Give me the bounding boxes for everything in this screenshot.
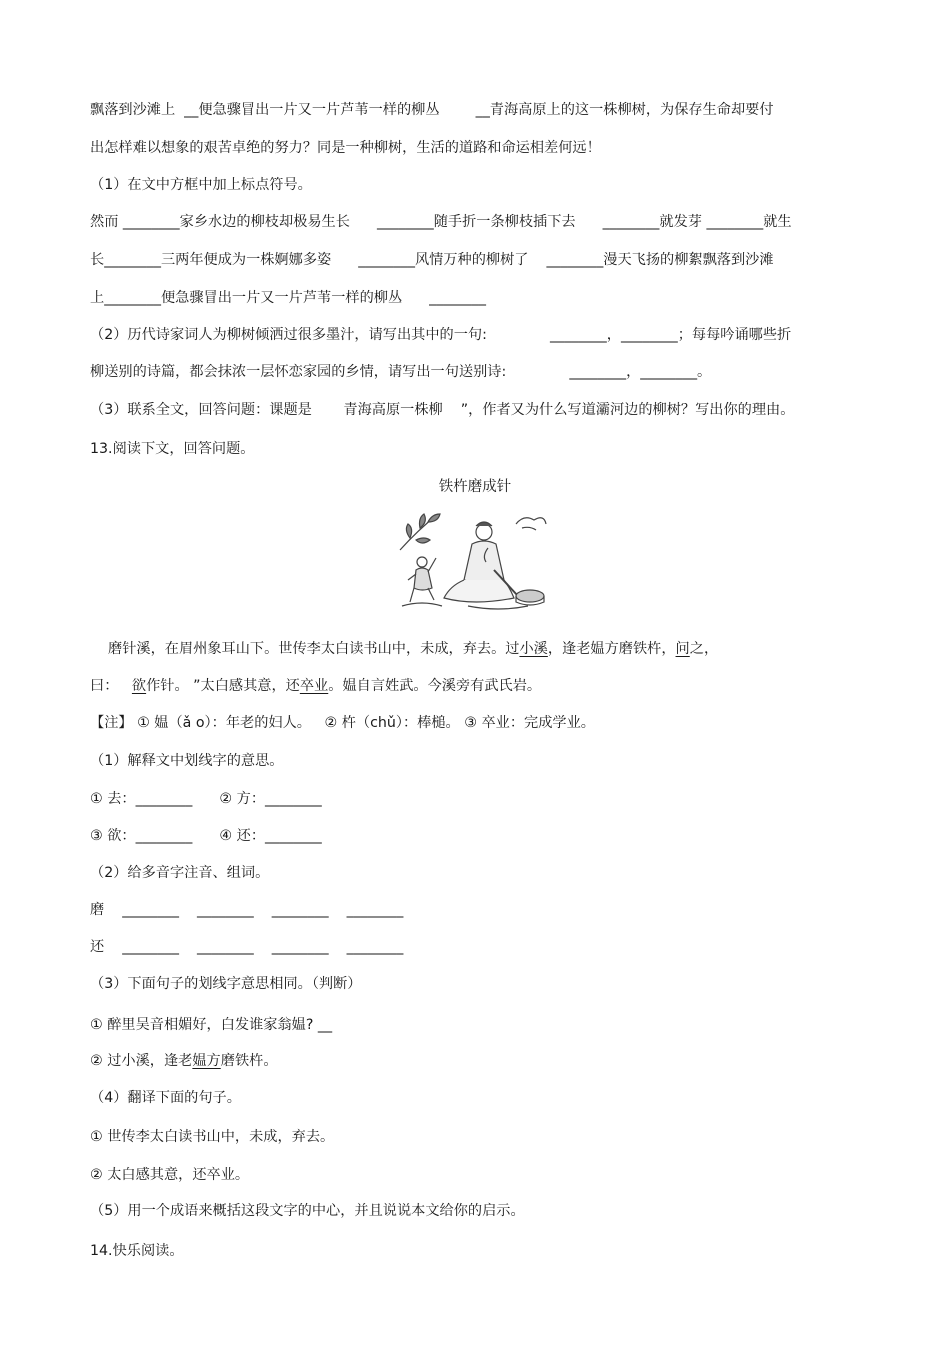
q13-4-item-1: ① 世传李太白读书山中，未成，弃去。 [90, 1129, 335, 1145]
passage-text: ，逢老媪方磨铁杵， [547, 641, 676, 657]
q3-line: （3）联系全文，回答问题：课题是 青海高原一株柳 ”，作者又为什么写道灞河边的柳树？写出你的理由。 [90, 402, 795, 418]
q13-3: （3）下面句子的划线字意思相同。（判断） [90, 976, 362, 992]
q1-instruction: （1）在文中方框中加上标点符号。 [90, 177, 312, 193]
q13-2: （2）给多音字注音、组词。 [90, 865, 270, 881]
underlined-word: 欲 [131, 678, 147, 694]
line-1: 飘落到沙滩上 __便急骤冒出一片又一片芦苇一样的柳丛 __青海高原上的这一株柳树，为保存生命却要付 [90, 102, 774, 118]
underlined-word: 问 [675, 641, 690, 657]
passage-text: 作针。 ”太白感其意，还 [146, 678, 300, 694]
q1-line-2: 长________三两年便成为一株婀娜多姿 ________风情万种的柳树了 ________漫天飞扬的柳絮飘落到沙滩 [90, 252, 774, 268]
q13-4-item-2: ② 太白感其意，还卒业。 [90, 1167, 250, 1183]
q13-5: （5）用一个成语来概括这段文字的中心，并且说说本文给你的启示。 [90, 1203, 525, 1219]
passage-text: 曰： [90, 678, 132, 694]
line-2: 出怎样难以想象的艰苦卓绝的努力？同是一种柳树，生活的道路和命运相差何远！ [90, 140, 601, 156]
story-illustration [398, 510, 548, 616]
section-14-heading: 14.快乐阅读。 [90, 1243, 184, 1259]
q13-1-row-1: ① 去：________ ② 方：________ [90, 791, 322, 807]
section-13-heading: 13.阅读下文，回答问题。 [90, 441, 255, 457]
q13-3-item-1: ① 醉里吴音相媚好，白发谁家翁媪? __ [90, 1017, 333, 1033]
q13-2-row-2: 还 ________ ________ ________ ________ [90, 939, 404, 955]
q2-line-1: （2）历代诗家词人为柳树倾洒过很多墨汁，请写出其中的一句: ________，________；每每吟诵哪些折 [90, 327, 792, 343]
sentence-text: 磨铁杵。 [220, 1053, 278, 1069]
sentence-text: ② 过小溪，逢老 [90, 1053, 193, 1069]
passage-paragraph-2 [90, 677, 541, 695]
passage-note: 【注】 ① 媪（ǎ o）：年老的妇人。 ② 杵（chǔ）：棒槌。 ③ 卒业：完成学业。 [90, 715, 595, 731]
underlined-word: 卒业 [299, 678, 329, 694]
q13-1-row-2: ③ 欲：________ ④ 还：________ [90, 828, 322, 844]
passage-title: 铁杵磨成针 [438, 479, 512, 495]
q1-line-3: 上________便急骤冒出一片又一片芦苇一样的柳丛 ________ [90, 290, 486, 306]
q1-line-1: 然而 ________家乡水边的柳枝却极易生长 ________随手折一条柳枝插下去 ________就发芽 ________就生 [90, 214, 792, 230]
q13-4: （4）翻译下面的句子。 [90, 1090, 241, 1106]
q2-line-2: 柳送别的诗篇，都会抹浓一层怀恋家园的乡情，请写出一句送别诗: ________，________。 [90, 364, 712, 380]
q13-1: （1）解释文中划线字的意思。 [90, 753, 284, 769]
q13-2-row-1: 磨 ________ ________ ________ ________ [90, 902, 404, 918]
passage-paragraph-1 [108, 640, 718, 658]
passage-text: 。媪自言姓武。今溪旁有武氏岩。 [328, 678, 542, 694]
passage-text: 磨针溪，在眉州象耳山下。世传李太白读书山中，未成，弃去。过 [108, 641, 520, 657]
q13-3-item-2 [90, 1052, 278, 1070]
underlined-word: 媪方 [192, 1053, 221, 1069]
underlined-word: 小溪 [519, 641, 548, 657]
passage-text: 之， [689, 641, 719, 657]
